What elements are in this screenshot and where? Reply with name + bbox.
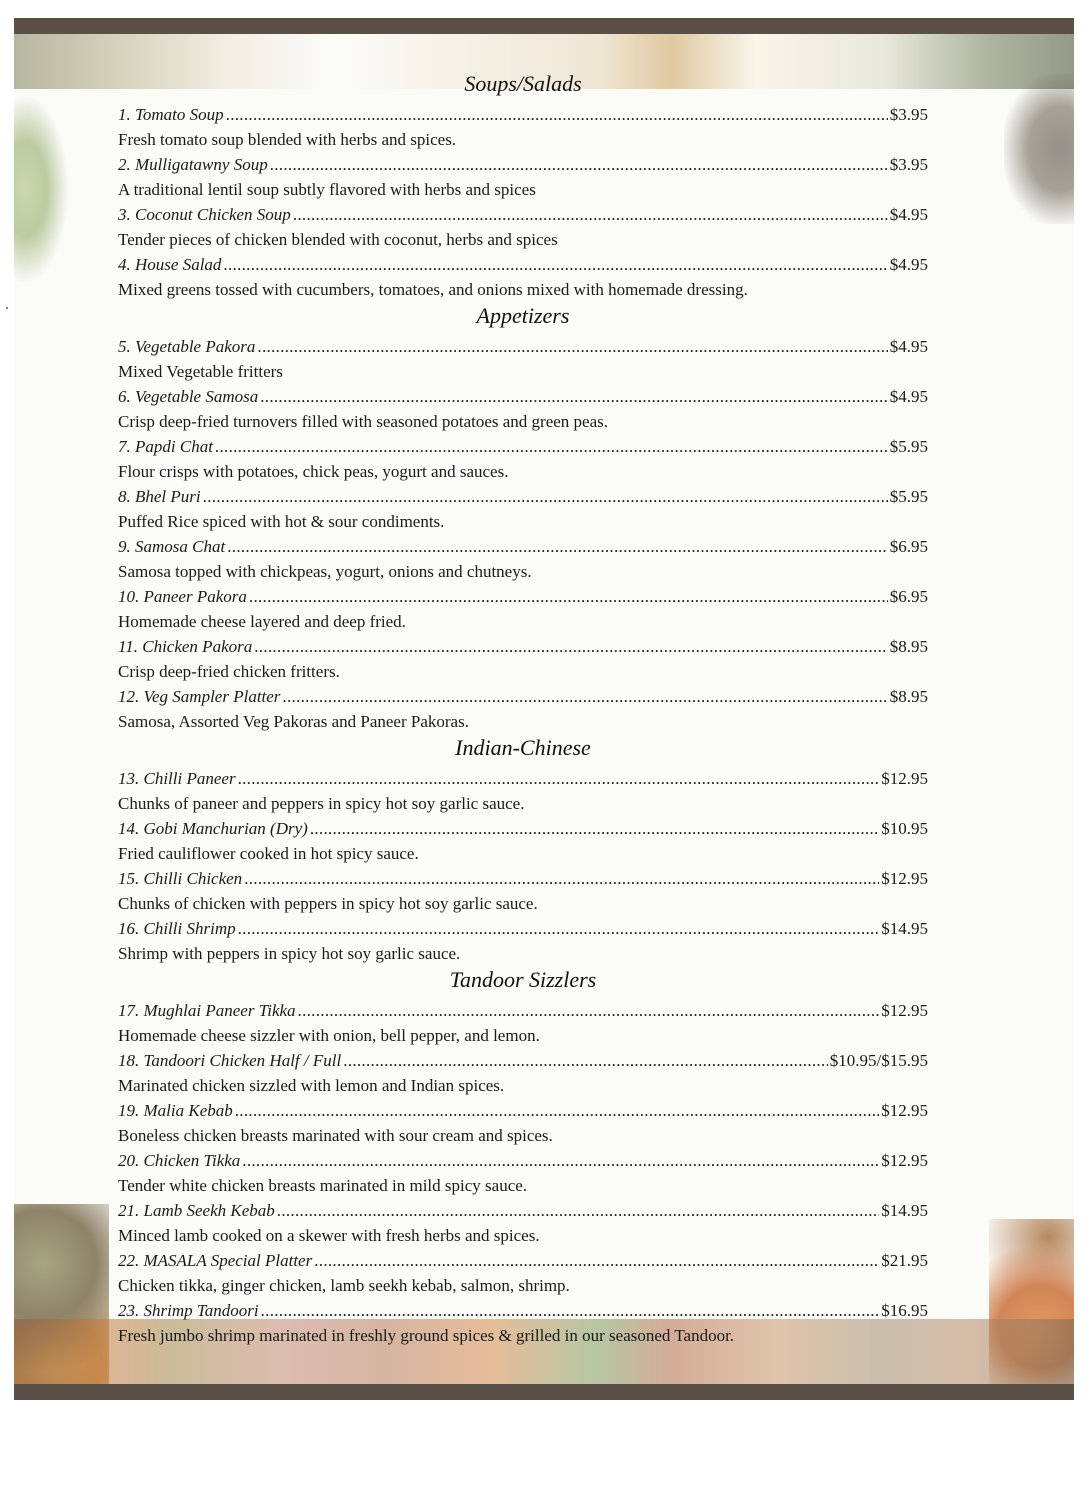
item-price: $12.95 xyxy=(881,769,928,788)
item-description: A traditional lentil soup subtly flavored with herbs and spices xyxy=(118,180,536,199)
menu-item xyxy=(118,766,928,816)
dot-leader xyxy=(270,152,888,177)
item-description: Fresh jumbo shrimp marinated in freshly ground spices & grilled in our seasoned Tandoor. xyxy=(118,1326,735,1345)
item-name: 19. Malia Kebab xyxy=(118,1101,233,1120)
menu-item xyxy=(118,634,928,684)
dot-leader xyxy=(242,1148,879,1173)
item-name: 23. Shrimp Tandoori xyxy=(118,1301,259,1320)
item-name: 2. Mulligatawny Soup xyxy=(118,155,268,174)
item-name: 13. Chilli Paneer xyxy=(118,769,236,788)
dot-leader xyxy=(203,484,888,509)
item-price: $8.95 xyxy=(889,687,928,706)
item-description: Homemade cheese layered and deep fried. xyxy=(118,612,406,631)
pot-decoration xyxy=(1004,74,1074,224)
dot-leader xyxy=(261,1298,880,1323)
item-price: $16.95 xyxy=(881,1301,928,1320)
item-price: $21.95 xyxy=(881,1251,928,1270)
item-description: Chunks of paneer and peppers in spicy hot soy garlic sauce. xyxy=(118,794,525,813)
dot-leader xyxy=(238,916,880,941)
menu-item xyxy=(118,816,928,866)
stray-mark xyxy=(6,307,8,309)
item-name: 3. Coconut Chicken Soup xyxy=(118,205,291,224)
dot-leader xyxy=(249,584,888,609)
item-price: $12.95 xyxy=(881,869,928,888)
item-name: 5. Vegetable Pakora xyxy=(118,337,256,356)
item-name: 4. House Salad xyxy=(118,255,222,274)
dot-leader xyxy=(282,684,887,709)
item-description: Chicken tikka, ginger chicken, lamb seekh kebab, salmon, shrimp. xyxy=(118,1276,570,1295)
menu-item xyxy=(118,434,928,484)
dot-leader xyxy=(260,384,888,409)
item-description: Tender white chicken breasts marinated in mild spicy sauce. xyxy=(118,1176,528,1195)
item-price: $12.95 xyxy=(881,1101,928,1120)
menu-item xyxy=(118,1098,928,1148)
item-price: $5.95 xyxy=(889,437,928,456)
item-name: 1. Tomato Soup xyxy=(118,105,224,124)
item-name: 7. Papdi Chat xyxy=(118,437,213,456)
item-description: Marinated chicken sizzled with lemon and Indian spices. xyxy=(118,1076,505,1095)
item-description: Samosa topped with chickpeas, yogurt, onions and chutneys. xyxy=(118,562,532,581)
menu-item xyxy=(118,252,928,302)
item-description: Fresh tomato soup blended with herbs and spices. xyxy=(118,130,457,149)
item-name: 9. Samosa Chat xyxy=(118,537,226,556)
menu-section xyxy=(118,302,928,734)
item-price: $3.95 xyxy=(889,105,928,124)
item-price: $4.95 xyxy=(889,205,928,224)
item-description: Minced lamb cooked on a skewer with fresh herbs and spices. xyxy=(118,1226,540,1245)
item-name: 22. MASALA Special Platter xyxy=(118,1251,313,1270)
dot-leader xyxy=(298,998,880,1023)
menu-item xyxy=(118,1148,928,1198)
item-name: 6. Vegetable Samosa xyxy=(118,387,259,406)
item-price: $14.95 xyxy=(881,1201,928,1220)
item-description: Fried cauliflower cooked in hot spicy sauce. xyxy=(118,844,419,863)
item-description: Crisp deep-fried turnovers filled with seasoned potatoes and green peas. xyxy=(118,412,609,431)
dot-leader xyxy=(343,1048,828,1073)
dot-leader xyxy=(257,334,887,359)
menu-item xyxy=(118,1248,928,1298)
item-price: $4.95 xyxy=(889,337,928,356)
item-name: 11. Chicken Pakora xyxy=(118,637,253,656)
item-name: 16. Chilli Shrimp xyxy=(118,919,236,938)
item-name: 18. Tandoori Chicken Half / Full xyxy=(118,1051,342,1070)
dot-leader xyxy=(215,434,888,459)
dot-leader xyxy=(293,202,888,227)
menu-item xyxy=(118,534,928,584)
item-price: $14.95 xyxy=(881,919,928,938)
item-price: $10.95/$15.95 xyxy=(829,1051,928,1070)
dot-leader xyxy=(238,766,880,791)
item-name: 21. Lamb Seekh Kebab xyxy=(118,1201,275,1220)
item-description: Flour crisps with potatoes, chick peas, yogurt and sauces. xyxy=(118,462,509,481)
item-description: Boneless chicken breasts marinated with sour cream and spices. xyxy=(118,1126,553,1145)
item-name: 12. Veg Sampler Platter xyxy=(118,687,281,706)
menu-item xyxy=(118,152,928,202)
menu-content xyxy=(118,70,928,1348)
item-description: Samosa, Assorted Veg Pakoras and Paneer Pakoras. xyxy=(118,712,469,731)
dot-leader xyxy=(314,1248,879,1273)
menu-item xyxy=(118,1298,928,1348)
item-name: 14. Gobi Manchurian (Dry) xyxy=(118,819,308,838)
item-price: $6.95 xyxy=(889,587,928,606)
leaf-decoration xyxy=(14,94,69,284)
item-name: 10. Paneer Pakora xyxy=(118,587,247,606)
menu-item xyxy=(118,1198,928,1248)
item-name: 8. Bhel Puri xyxy=(118,487,201,506)
menu-item xyxy=(118,998,928,1048)
dot-leader xyxy=(310,816,879,841)
dot-leader xyxy=(277,1198,879,1223)
menu-section xyxy=(118,734,928,966)
item-name: 15. Chilli Chicken xyxy=(118,869,243,888)
dot-leader xyxy=(244,866,879,891)
item-description: Mixed greens tossed with cucumbers, tomatoes, and onions mixed with homemade dressing. xyxy=(118,280,748,299)
item-name: 17. Mughlai Paneer Tikka xyxy=(118,1001,296,1020)
item-description: Shrimp with peppers in spicy hot soy garlic sauce. xyxy=(118,944,461,963)
item-price: $3.95 xyxy=(889,155,928,174)
menu-item xyxy=(118,102,928,152)
section-title: Indian-Chinese xyxy=(455,735,591,760)
item-description: Crisp deep-fried chicken fritters. xyxy=(118,662,340,681)
section-title: Soups/Salads xyxy=(464,71,582,96)
item-name: 20. Chicken Tikka xyxy=(118,1151,241,1170)
menu-item xyxy=(118,202,928,252)
menu-section xyxy=(118,966,928,1348)
item-price: $8.95 xyxy=(889,637,928,656)
item-price: $12.95 xyxy=(881,1151,928,1170)
menu-item xyxy=(118,484,928,534)
menu-section xyxy=(118,70,928,302)
item-price: $5.95 xyxy=(889,487,928,506)
section-title: Appetizers xyxy=(476,303,570,328)
dot-leader xyxy=(235,1098,880,1123)
item-price: $4.95 xyxy=(889,387,928,406)
dot-leader xyxy=(254,634,888,659)
item-description: Chunks of chicken with peppers in spicy hot soy garlic sauce. xyxy=(118,894,538,913)
section-title: Tandoor Sizzlers xyxy=(449,967,597,992)
item-description: Tender pieces of chicken blended with coconut, herbs and spices xyxy=(118,230,558,249)
item-description: Mixed Vegetable fritters xyxy=(118,362,283,381)
menu-item xyxy=(118,916,928,966)
item-price: $10.95 xyxy=(881,819,928,838)
menu-item xyxy=(118,584,928,634)
menu-item xyxy=(118,384,928,434)
item-description: Homemade cheese sizzler with onion, bell pepper, and lemon. xyxy=(118,1026,540,1045)
menu-item xyxy=(118,866,928,916)
menu-item xyxy=(118,334,928,384)
dot-leader xyxy=(226,102,888,127)
item-price: $4.95 xyxy=(889,255,928,274)
dot-leader xyxy=(227,534,888,559)
menu-item xyxy=(118,684,928,734)
dot-leader xyxy=(223,252,887,277)
item-price: $6.95 xyxy=(889,537,928,556)
item-price: $12.95 xyxy=(881,1001,928,1020)
menu-item xyxy=(118,1048,928,1098)
item-description: Puffed Rice spiced with hot & sour condiments. xyxy=(118,512,445,531)
